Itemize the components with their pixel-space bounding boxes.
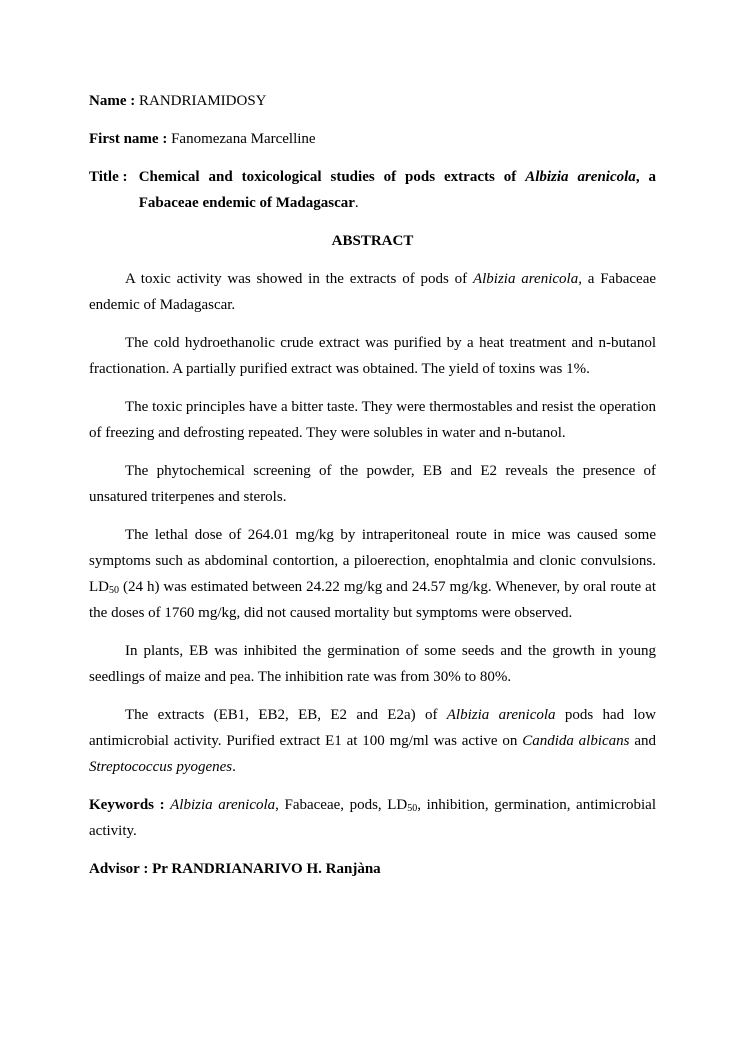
paragraph-1 bbox=[89, 266, 656, 318]
title-label: Title : bbox=[89, 169, 128, 185]
keywords-text-b: , inhibition, germination, antimicrobial activity. bbox=[89, 797, 657, 839]
title-species: Albizia arenicola bbox=[525, 169, 636, 185]
keywords-label: Keywords : bbox=[89, 797, 165, 813]
abstract-heading: ABSTRACT bbox=[331, 233, 414, 249]
p7-text-c: and bbox=[634, 733, 657, 749]
paragraph-6: In plants, EB was inhibited the germination of some seeds and the growth in young seedlings of maize and pea. The inhibition rate was from 30% to 80%. bbox=[89, 643, 656, 685]
p7-text-b: pods had low antimicrobial activity. Purified extract E1 at 100 mg/ml was active on bbox=[89, 707, 657, 749]
first-name-line bbox=[89, 126, 656, 152]
title-line bbox=[89, 164, 656, 216]
p7-text-d: . bbox=[232, 759, 236, 775]
p1-text-a: A toxic activity was showed in the extracts of pods of bbox=[125, 271, 468, 287]
p5-subscript: 50 bbox=[109, 585, 119, 596]
name-label: Name : bbox=[89, 93, 136, 109]
p7-text-a: The extracts (EB1, EB2, EB, E2 and E2a) of bbox=[125, 707, 438, 723]
p1-species: Albizia arenicola bbox=[472, 271, 579, 287]
advisor-label: Advisor : bbox=[89, 861, 149, 877]
paragraph-5 bbox=[89, 522, 656, 626]
title-end: . bbox=[354, 195, 359, 211]
keywords-subscript: 50 bbox=[407, 803, 418, 814]
title-text-before: Chemical and toxicological studies of pods extracts of bbox=[138, 169, 517, 185]
paragraph-7 bbox=[89, 702, 656, 780]
first-name-label: First name : bbox=[89, 131, 168, 147]
title-text-after: , a Fabaceae endemic of Madagascar bbox=[138, 169, 656, 211]
keywords-text-a: , Fabaceae, pods, LD bbox=[275, 797, 408, 813]
keywords-line bbox=[89, 792, 656, 844]
keywords-species: Albizia arenicola bbox=[170, 797, 276, 813]
advisor-value: Pr RANDRIANARIVO H. Ranjàna bbox=[152, 861, 381, 877]
name-value: RANDRIAMIDOSY bbox=[138, 93, 267, 109]
p1-text-b: , a Fabaceae endemic of Madagascar. bbox=[89, 271, 657, 313]
p5-text-b: (24 h) was estimated between 24.22 mg/kg and 24.57 mg/kg. Whenever, by oral route at the doses of 1760 mg/kg, did not caused mortality but symptoms were observed. bbox=[89, 579, 656, 621]
advisor-line bbox=[89, 856, 656, 882]
paragraph-2: The cold hydroethanolic crude extract was purified by a heat treatment and n-butanol fractionation. A partially purified extract was obtained. The yield of toxins was 1%. bbox=[89, 335, 656, 377]
title-value bbox=[139, 164, 656, 216]
p7-species: Albizia arenicola bbox=[446, 707, 556, 723]
paragraph-3: The toxic principles have a bitter taste. They were thermostables and resist the operation of freezing and defrosting repeated. They were solubles in water and n-butanol. bbox=[89, 399, 656, 441]
p7-organism-1: Candida albicans bbox=[522, 733, 630, 749]
p7-organism-2: Streptococcus pyogenes bbox=[89, 759, 233, 775]
abstract-sheet bbox=[89, 88, 656, 894]
paragraph-4: The phytochemical screening of the powder, EB and E2 reveals the presence of unsatured triterpenes and sterols. bbox=[89, 463, 656, 505]
name-line bbox=[89, 88, 656, 114]
p5-text-a: The lethal dose of 264.01 mg/kg by intraperitoneal route in mice was caused some symptoms such as abdominal contortion, a piloerection, enophtalmia and clonic convulsions. LD bbox=[89, 527, 656, 595]
first-name-value: Fanomezana Marcelline bbox=[171, 131, 316, 147]
